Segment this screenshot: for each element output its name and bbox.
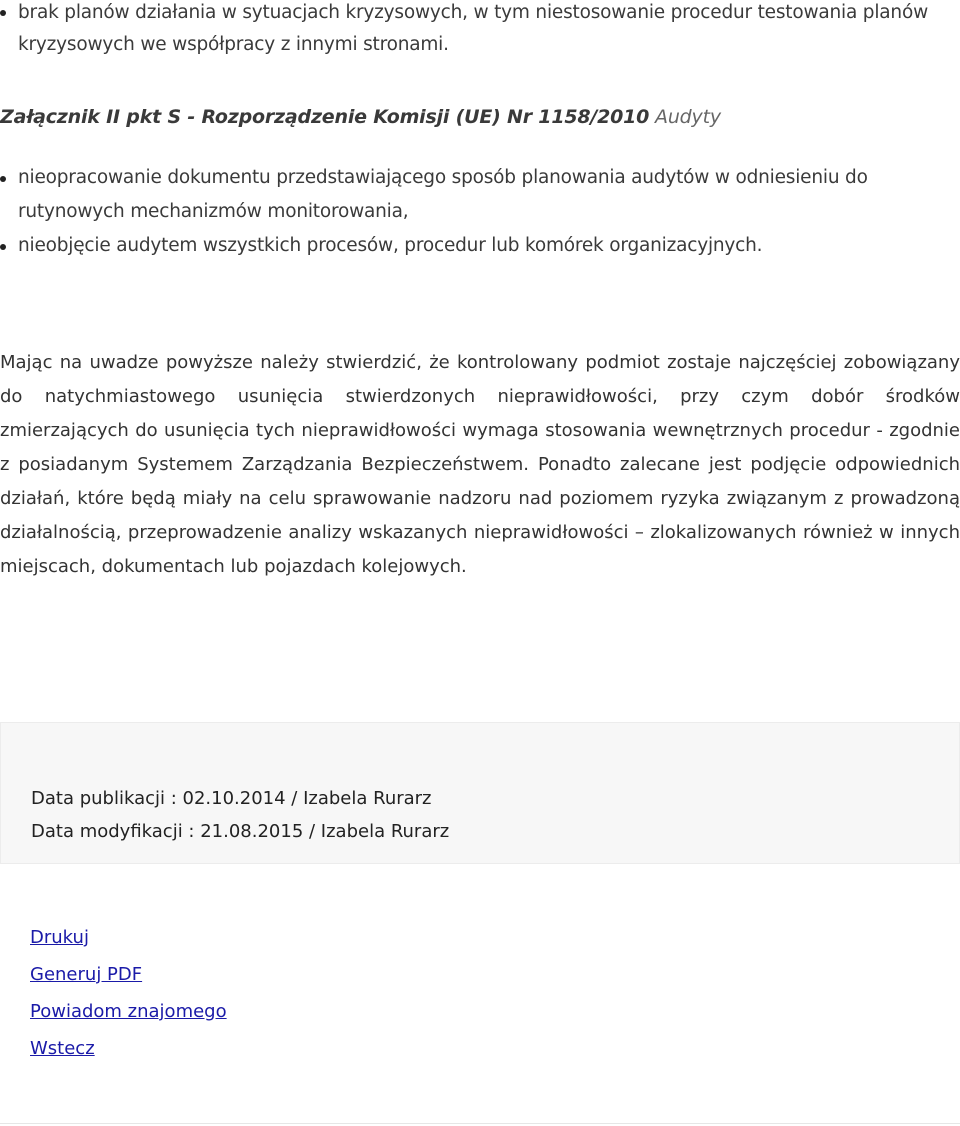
list-item	[0, 0, 960, 61]
print-link[interactable]: Drukuj	[30, 927, 89, 948]
notify-friend-link[interactable]: Powiadom znajomego	[30, 1001, 227, 1022]
generate-pdf-link[interactable]: Generuj PDF	[30, 964, 143, 985]
list-item-text: nieopracowanie dokumentu przedstawiającego sposób planowania audytów w odniesieniu do rutynowych mechanizmów monitorowania,	[18, 167, 868, 222]
bullet-icon	[0, 244, 6, 250]
publication-info-box	[0, 722, 960, 864]
list-item-text: nieobjęcie audytem wszystkich procesów, procedur lub komórek organizacyjnych.	[18, 235, 763, 256]
list-item	[0, 161, 960, 229]
publication-date: Data publikacji : 02.10.2014 / Izabela Rurarz	[31, 788, 432, 809]
list-item	[0, 229, 960, 263]
conclusion-paragraph: Mając na uwadze powyższe należy stwierdzić, że kontrolowany podmiot zostaje najczęściej zobowiązany do natychmiastowego usunięcia stwierdzonych nieprawidłowości, przy czym dobór środków zmierzających do usunięcia tych nieprawidłowości wymaga stosowania wewnętrznych procedur - zgodnie z posiadanym Systemem Zarządzania Bezpieczeństwem. Ponadto zalecane jest podjęcie odpowiednich działań, które będą miały na celu sprawowanie nadzoru nad poziomem ryzyka związanym z prowadzoną działalnością, przeprowadzenie analizy wskazanych nieprawidłowości – zlokalizowanych również w innych miejscach, dokumentach lub pojazdach kolejowych.	[0, 352, 960, 577]
list-item-text: brak planów działania w sytuacjach kryzysowych, w tym niestosowanie procedur testowania planów kryzysowych we współpracy z innymi stronami.	[18, 2, 929, 55]
section-heading-subtitle: Audyty	[655, 106, 721, 128]
article-actions	[30, 919, 227, 1067]
back-link[interactable]: Wstecz	[30, 1038, 95, 1059]
divider	[0, 1123, 960, 1124]
section-heading-title: Załącznik II pkt S - Rozporządzenie Komisji (UE) Nr 1158/2010	[0, 106, 650, 128]
bullet-icon	[0, 10, 6, 16]
crisis-plan-list	[0, 0, 960, 61]
section-heading	[0, 101, 960, 133]
audit-findings-list	[0, 161, 960, 263]
modification-date: Data modyfikacji : 21.08.2015 / Izabela Rurarz	[31, 821, 450, 842]
bullet-icon	[0, 176, 6, 182]
